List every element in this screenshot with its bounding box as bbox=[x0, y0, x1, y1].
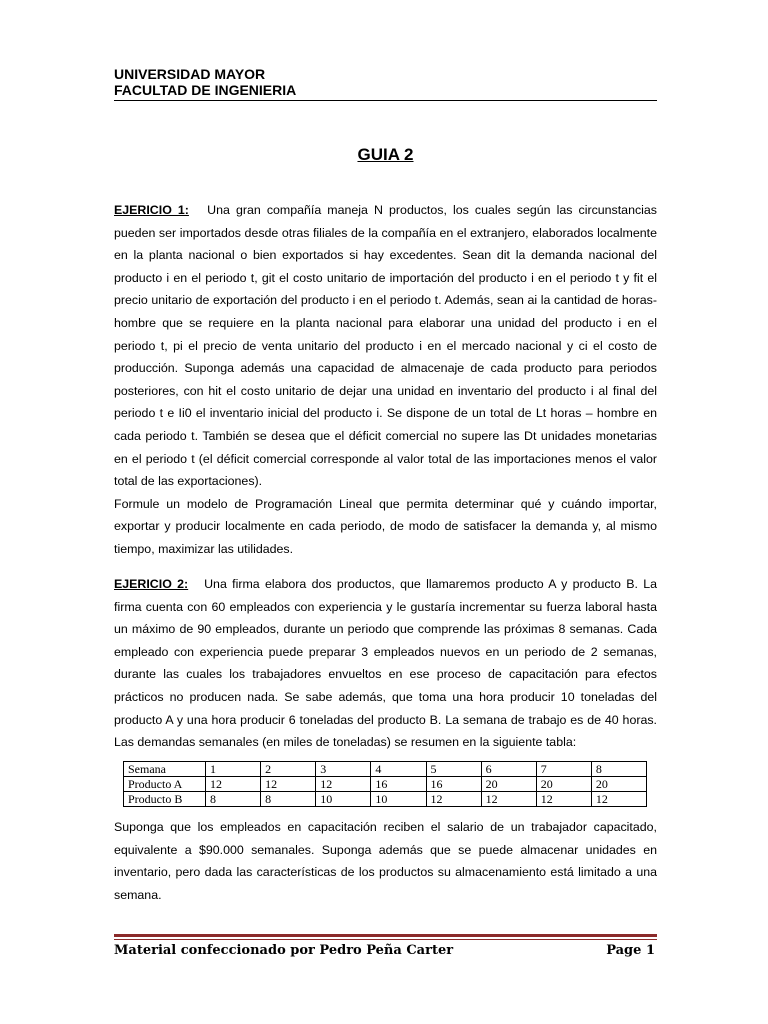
footer-author: Material confeccionado por Pedro Peña Carter bbox=[114, 943, 454, 958]
exercise-2-paragraph bbox=[114, 573, 657, 754]
table-cell: 4 bbox=[371, 762, 426, 777]
page-number: Page 1 bbox=[606, 943, 655, 958]
table-row bbox=[124, 792, 647, 807]
table-cell: 10 bbox=[371, 792, 426, 807]
table-cell: 12 bbox=[536, 792, 591, 807]
page-header bbox=[114, 66, 657, 98]
table-cell: 20 bbox=[481, 777, 536, 792]
table-cell: Producto A bbox=[124, 777, 206, 792]
exercise-1-task: Formule un modelo de Programación Lineal que permita determinar qué y cuándo importar, exportar y producir localmente en cada periodo, de modo de satisfacer la demanda y, al mismo tiempo, maximizar las utilidades. bbox=[114, 496, 657, 556]
page-title: GUIA 2 bbox=[357, 145, 414, 164]
header-divider bbox=[114, 100, 657, 101]
table-cell: 5 bbox=[426, 762, 481, 777]
table-cell: 7 bbox=[536, 762, 591, 777]
table-cell: 8 bbox=[206, 792, 261, 807]
exercise-1-text: Una gran compañía maneja N productos, los cuales según las circunstancias pueden ser importados desde otras filiales de la compañía en el extranjero, elaborados localmente en la planta nacional o bien exportados si hay excedentes. Sean dit la demanda nacional del producto i en el periodo t, git el costo unitario de importación del producto i en el periodo t y fit el precio unitario de exportación del producto i en el periodo t. Además, sean ai la cantidad de horas-hombre que se requiere en la planta nacional para elaborar una unidad del producto i en el periodo t, pi el precio de venta unitario del producto i en el mercado nacional y ci el costo de producción. Suponga además una capacidad de almacenaje de cada producto para periodos posteriores, con hit el costo unitario de dejar una unidad en inventario del producto i al final del periodo t e Ii0 el inventario inicial del producto i. Se dispone de un total de Lt horas – hombre en cada periodo t. También se desea que el déficit comercial no supere las Dt unidades monetarias en el periodo t (el déficit comercial corresponde al valor total de las importaciones menos el valor total de las exportaciones). bbox=[114, 203, 658, 489]
table-cell: 2 bbox=[261, 762, 316, 777]
footer-divider-thin bbox=[114, 939, 657, 940]
table-cell: Producto B bbox=[124, 792, 206, 807]
table-cell: 16 bbox=[426, 777, 481, 792]
table-cell: 20 bbox=[536, 777, 591, 792]
table-cell: 8 bbox=[591, 762, 646, 777]
table-cell: 6 bbox=[481, 762, 536, 777]
table-cell: 12 bbox=[261, 777, 316, 792]
exercise-1-paragraph bbox=[114, 199, 657, 493]
footer-divider-thick bbox=[114, 934, 657, 937]
page-footer bbox=[114, 943, 657, 958]
table-cell: 3 bbox=[316, 762, 371, 777]
faculty-name: FACULTAD DE INGENIERIA bbox=[114, 82, 297, 98]
exercise-2-continuation: Suponga que los empleados en capacitación reciben el salario de un trabajador capacitado, equivalente a $90.000 semanales. Suponga además que se puede almacenar unidades en inventario, pero dada las características de los productos su almacenamiento está limitado a una semana. bbox=[114, 820, 657, 902]
table-row bbox=[124, 777, 647, 792]
table-cell: 12 bbox=[426, 792, 481, 807]
table-cell: Semana bbox=[124, 762, 206, 777]
exercise-2 bbox=[114, 573, 657, 754]
exercise-2-text: Una firma elabora dos productos, que llamaremos producto A y producto B. La firma cuenta con 60 empleados con experiencia y le gustaría incrementar su fuerza laboral hasta un máximo de 90 empleados, durante un periodo que comprende las próximas 8 semanas. Cada empleado con experiencia puede preparar 3 empleados nuevos en un periodo de 2 semanas, durante las cuales los trabajadores envueltos en ese proceso de capacitación para efectos prácticos no producen nada. Se sabe además, que toma una hora producir 10 toneladas del producto A y una hora producir 6 toneladas del producto B. La semana de trabajo es de 40 horas. Las demandas semanales (en miles de toneladas) se resumen en la siguiente tabla: bbox=[114, 577, 657, 750]
exercise-2-label: EJERICIO 2: bbox=[114, 577, 189, 591]
table-cell: 12 bbox=[591, 792, 646, 807]
exercise-1 bbox=[114, 199, 657, 561]
demand-table bbox=[123, 761, 647, 807]
table-cell: 20 bbox=[591, 777, 646, 792]
table-cell: 12 bbox=[481, 792, 536, 807]
table-cell: 12 bbox=[206, 777, 261, 792]
table-cell: 12 bbox=[316, 777, 371, 792]
table-cell: 8 bbox=[261, 792, 316, 807]
table-cell: 10 bbox=[316, 792, 371, 807]
table-cell: 1 bbox=[206, 762, 261, 777]
table-cell: 16 bbox=[371, 777, 426, 792]
exercise-1-label: EJERICIO 1: bbox=[114, 203, 189, 217]
university-name: UNIVERSIDAD MAYOR bbox=[114, 66, 266, 82]
table-header-row bbox=[124, 762, 647, 777]
